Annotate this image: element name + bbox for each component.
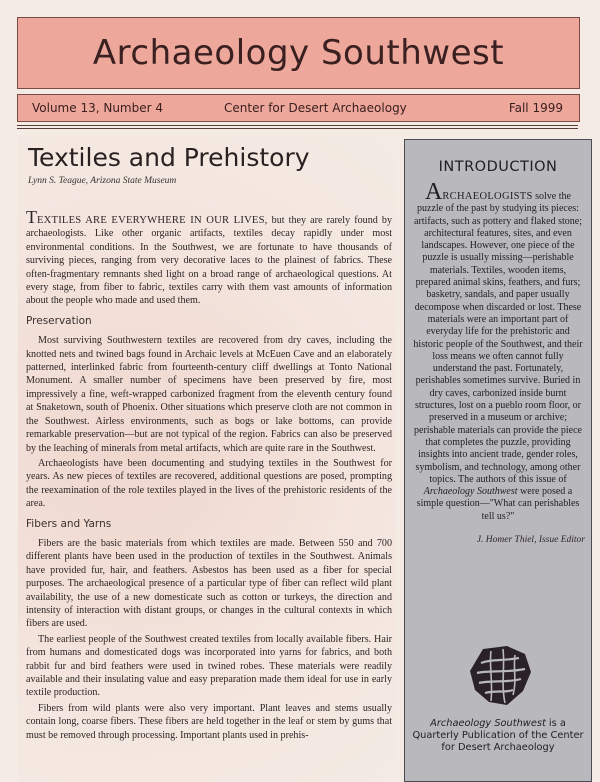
publisher-name: Center for Desert Archaeology [224,101,407,115]
issue-season: Fall 1999 [508,101,563,115]
volume-number: Volume 13, Number 4 [32,101,163,115]
dropcap: A [425,179,443,205]
footer-text: is a Quarterly Publication of the Center for Desert Archaeology [412,718,584,753]
lead-caps: EXTILES ARE EVERYWHERE IN OUR LIVES, [37,215,268,226]
paragraph: Fibers are the basic materials from which textiles are made. Between 550 and 700 different plants have been used in the production of textiles in the Southwest. Animals have provided fur, hair, and feathers. Asbestos has been used as a fiber for special purposes. The archaeological presence of a particular type of fiber can reflect wild plant availability, the use of a new domesticate such as cotton or turkeys, the direction and intensity of interaction with distant groups, or changes in the cultural contexts in which fibers are used. [26,537,392,630]
introduction-text [413,179,583,523]
center-logo-icon [469,645,533,707]
section-heading-fibers: Fibers and Yarns [26,517,112,530]
intro-caps: RCHAEOLOGISTS [442,191,533,202]
sidebar-heading: INTRODUCTION [438,159,558,175]
issue-editor: J. Homer Thiel, Issue Editor [476,535,585,546]
article-title: Textiles and Prehistory [28,143,310,172]
intro-body-end: were posed a simple question—"What can perishables tell us?" [416,486,580,522]
divider-rule [17,128,578,129]
lead-paragraph [26,207,392,308]
article-body [26,207,392,744]
section-heading-preservation: Preservation [26,314,92,327]
main-article [18,135,396,782]
publication-title: Archaeology Southwest [92,33,505,73]
article-byline: Lynn S. Teague, Arizona State Museum [28,176,177,186]
publication-note [411,718,585,754]
publication-italic: Archaeology Southwest [423,486,518,498]
paragraph: Most surviving Southwestern textiles are recovered from dry caves, including the knotted nets and twined bags found in Archaic levels at McEuen Cave and an elaborately patterned, interlinked fabric from fourteenth-century cliff dwellings at Tonto National Monument. A smaller number of specimens have been preserved by fire, most impressively a fine, weft-wrapped carbonized fragment from the eleventh century found at Snaketown, south of Phoenix. Other situations which preserve cloth are not common in the Southwest. Airless environments, such as bogs or lake bottoms, can provide remarkable preservation—but are not typical of the region. Fabrics can also be preserved by the leaching of minerals from metal artifacts, which are quite rare in the Southwest. [26,335,392,454]
paragraph: The earliest people of the Southwest created textiles from locally available fibers. Hair from humans and domesticated dogs was incorporated into yarns for fabrics, and both rabbit fur and bird feathers were used in twined robes. These materials were readily available and their insulating value and easy preparation made them ideal for use in early textile production. [26,633,392,699]
introduction-sidebar [404,139,592,782]
issue-info-bar [17,94,580,122]
masthead-banner [17,17,580,89]
lead-text: but they are rarely found by archaeologists. Like other organic artifacts, textiles decay rapidly under most environmental conditions. In the Southwest, we are fortunate to have thousands of surviving pieces, ranging from very decorative laces to the plainest of fabrics. These often-fragmentary remnants shed light on a broad range of archaeological questions. At every stage, from fiber to fabric, textiles carry with them vast amounts of information about the people who made and used them. [26,215,392,307]
intro-body: solve the puzzle of the past by studying its pieces: artifacts, such as pottery and flaked stone; architectural features, sites, and even landscapes. However, one piece of the puzzle is usually missing—perishable materials. Textiles, wooden items, prepared animal skins, feathers, and furs; basketry, sandals, and paper usually decompose when discarded or lost. These materials were an important part of everyday life for the prehistoric and historic people of the Southwest, and their loss means we often cannot fully understand the past. Fortunately, perishables sometimes survive. Buried in dry caves, carbonized inside burnt structures, lost on a pueblo room floor, or preserved in a museum or archive; perishable materials can provide the piece that completes the puzzle, providing insights into ancient trade, gender roles, symbolism, and technology, among other topics. The authors of this issue of [413,191,583,485]
paragraph: Archaeologists have been documenting and studying textiles in the Southwest for years. As new pieces of textiles are recovered, additional questions are posed, prompting the reexamination of the role textiles played in the lives of the prehistoric residents of the area. [26,457,392,510]
dropcap: T [26,207,37,227]
paragraph: Fibers from wild plants were also very important. Plant leaves and stems usually contain long, coarse fibers. These fibers are held together in the leaf or stem by gums that must be removed through processing. Important plants used in prehis- [26,702,392,741]
divider-rule [17,125,578,126]
footer-publication-name: Archaeology Southwest [430,718,546,729]
